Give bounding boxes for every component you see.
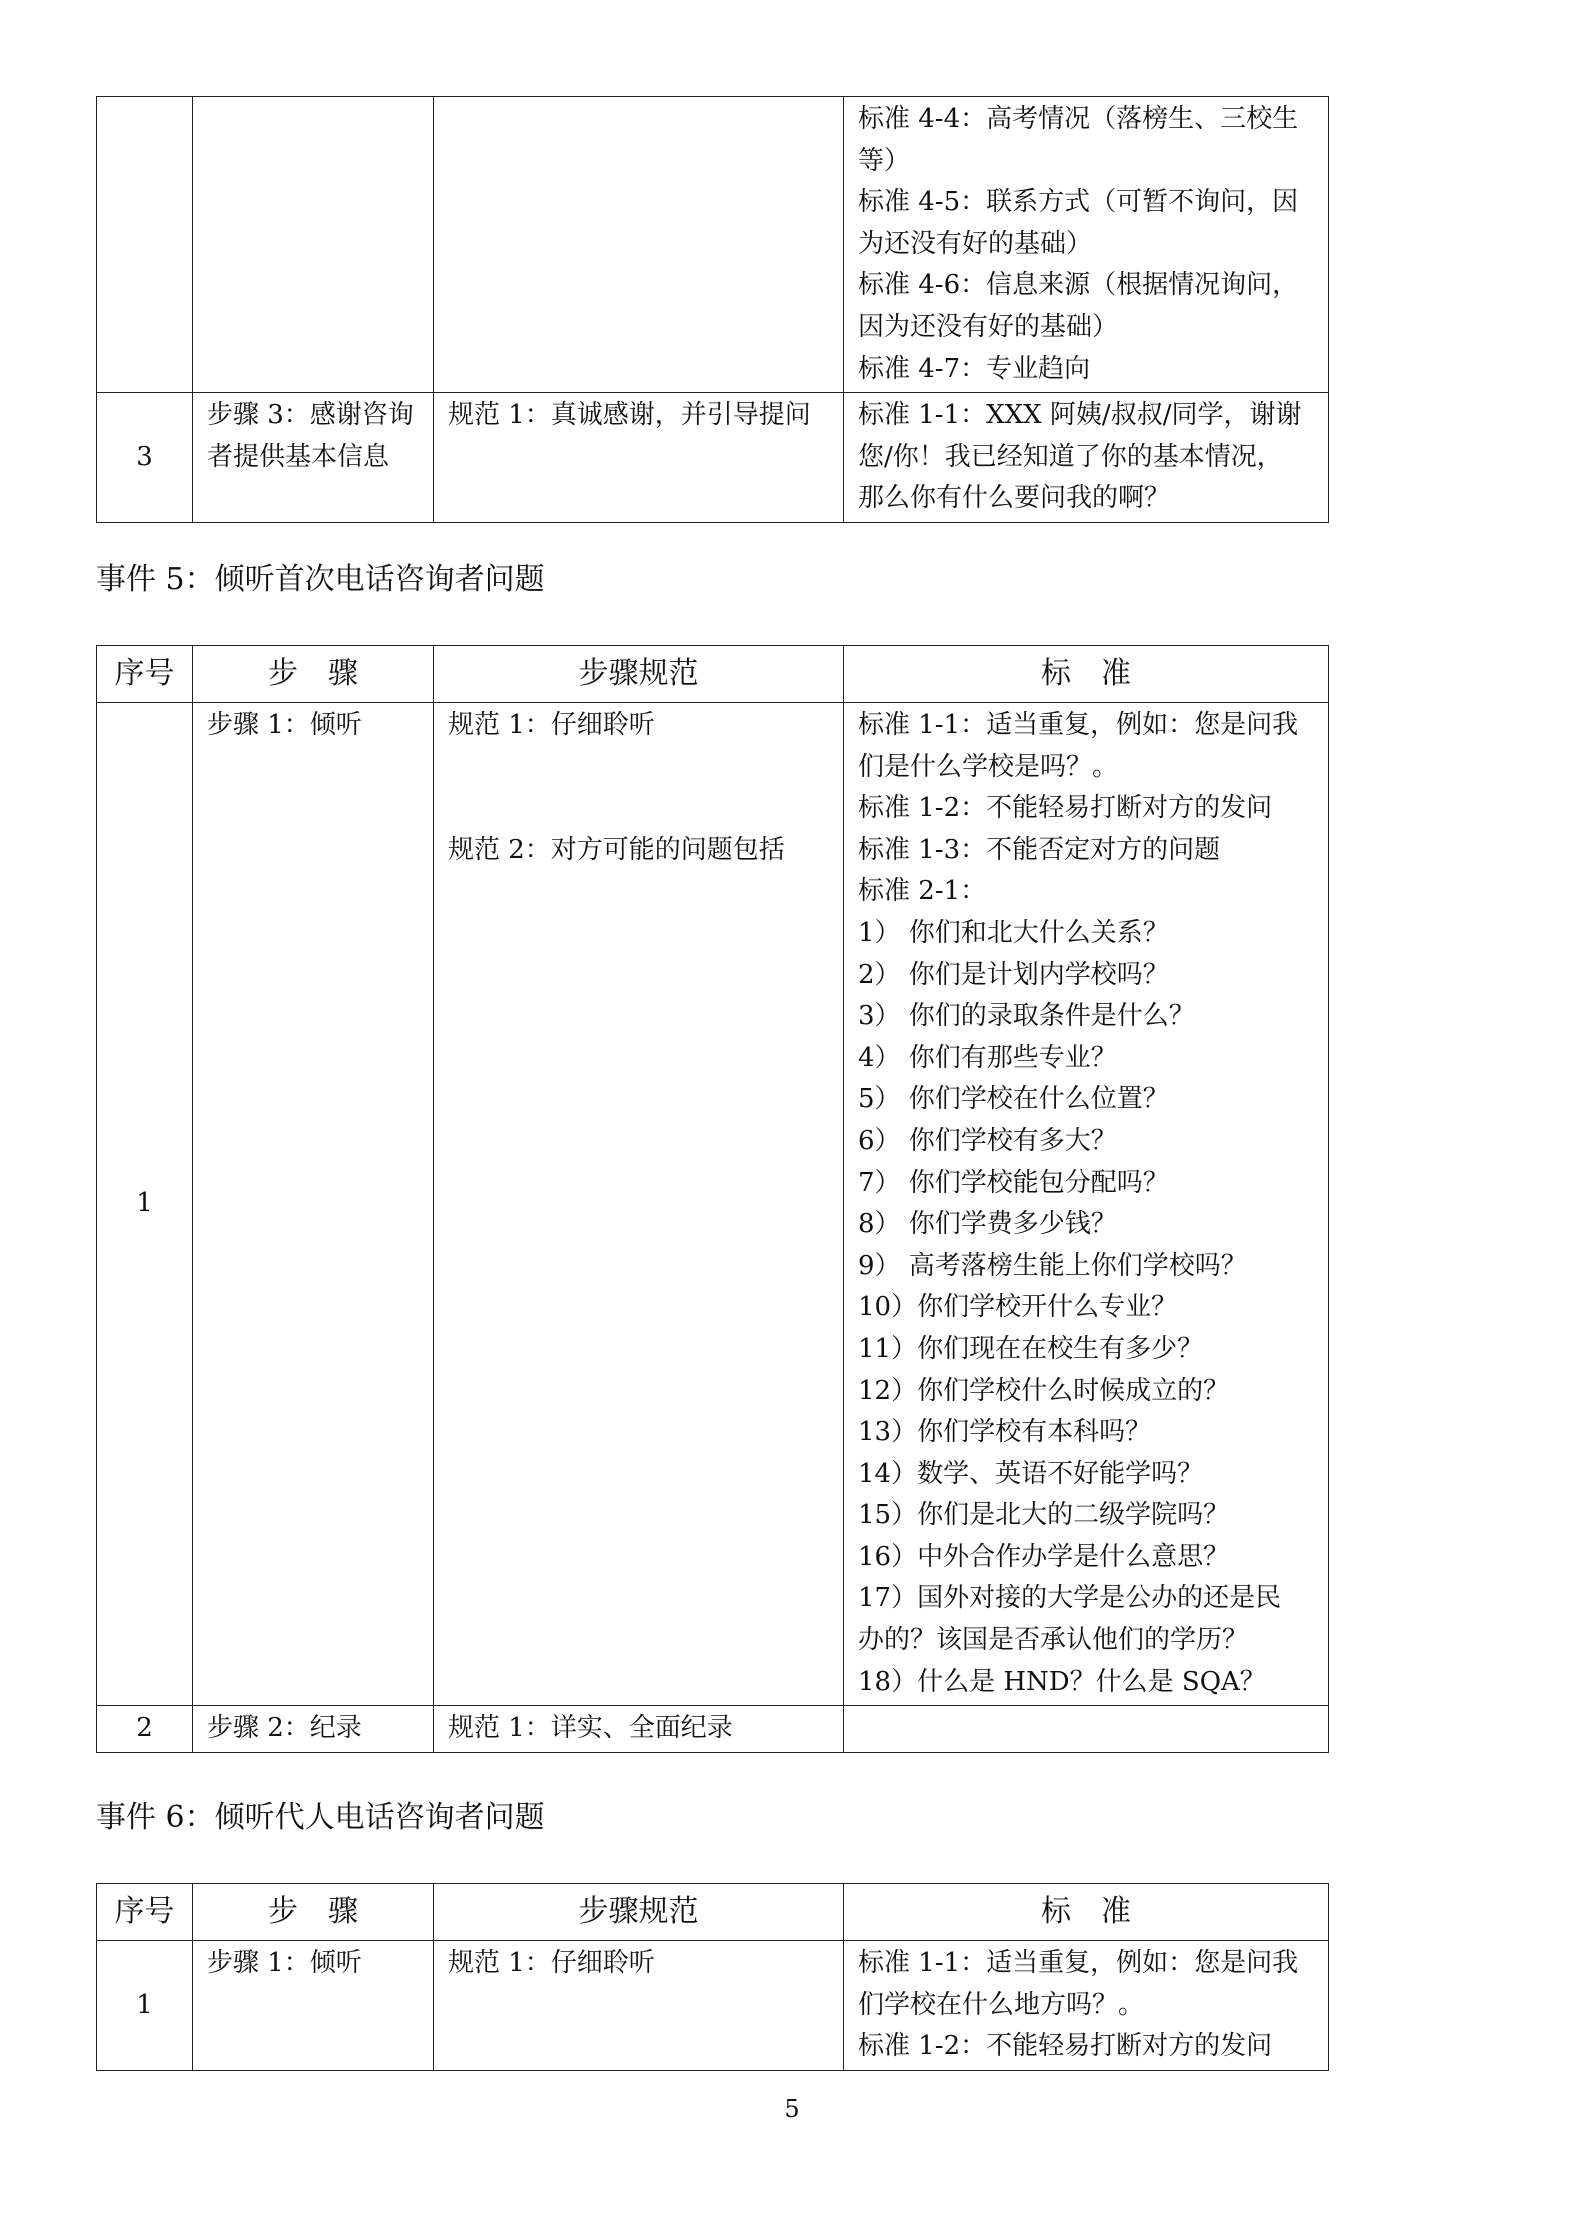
question-item: 8） 你们学费多少钱？	[858, 1209, 1117, 1240]
standard-line: 等）	[858, 145, 911, 176]
standard-line: 标准 1-1：XXX 阿姨/叔叔/同学，谢谢	[858, 400, 1302, 431]
question-item: 4） 你们有那些专业？	[858, 1042, 1117, 1073]
standard-line: 标准 2-1：	[858, 876, 987, 907]
row-number	[97, 97, 193, 393]
standard-line: 们学校在什么地方吗？。	[858, 1989, 1145, 2020]
standard-line: 您/你！我已经知道了你的基本情况，	[858, 441, 1283, 472]
question-item: 15）你们是北大的二级学院吗？	[858, 1500, 1230, 1531]
question-item: 3） 你们的录取条件是什么？	[858, 1001, 1195, 1032]
question-item: 办的？该国是否承认他们的学历？	[858, 1625, 1249, 1656]
norm-line: 规范 1：详实、全面纪录	[448, 1713, 733, 1744]
table-header-row	[97, 1884, 1329, 1941]
header-norm: 步骤规范	[434, 1884, 844, 1941]
standard-line: 标准 1-3：不能否定对方的问题	[858, 834, 1221, 865]
norm-cell	[434, 1706, 844, 1753]
row-number: 1	[97, 1941, 193, 2071]
page-number: 5	[784, 2095, 800, 2123]
standard-line: 标准 4-4：高考情况（落榜生、三校生	[858, 104, 1299, 134]
question-item: 14）数学、英语不好能学吗？	[858, 1458, 1204, 1489]
standard-line: 标准 4-6：信息来源（根据情况询问，	[858, 270, 1299, 301]
standard-line: 们是什么学校是吗？。	[858, 751, 1119, 782]
norm-cell	[434, 393, 844, 523]
table-row	[97, 97, 1329, 393]
question-item: 6） 你们学校有多大？	[858, 1125, 1117, 1156]
header-step: 步 骤	[193, 1884, 434, 1941]
step-line: 步骤 3：感谢咨询	[207, 400, 414, 431]
question-item: 1） 你们和北大什么关系？	[858, 917, 1169, 948]
norm-line: 规范 1：仔细聆听	[448, 1948, 655, 1978]
question-item: 10）你们学校开什么专业？	[858, 1292, 1178, 1323]
question-item: 13）你们学校有本科吗？	[858, 1417, 1152, 1448]
standard-line: 标准 4-5：联系方式（可暂不询问，因	[858, 187, 1299, 218]
step-cell	[193, 97, 434, 393]
step-cell	[193, 1941, 434, 2071]
standard-line: 标准 1-1：适当重复，例如：您是问我	[858, 1948, 1299, 1978]
header-step: 步 骤	[193, 646, 434, 703]
table-row	[97, 1941, 1329, 2071]
standard-cell	[844, 1941, 1329, 2071]
norm-line: 规范 2：对方可能的问题包括	[448, 834, 785, 865]
standard-cell	[844, 97, 1329, 393]
standard-line: 标准 1-1：适当重复，例如：您是问我	[858, 710, 1299, 740]
row-number: 1	[97, 703, 193, 1706]
row-number: 2	[97, 1706, 193, 1753]
step-cell	[193, 703, 434, 1706]
standard-cell	[844, 393, 1329, 523]
question-item: 17）国外对接的大学是公办的还是民	[858, 1583, 1282, 1614]
question-item: 7） 你们学校能包分配吗？	[858, 1167, 1169, 1198]
header-norm: 步骤规范	[434, 646, 844, 703]
header-num: 序号	[97, 1884, 193, 1941]
standard-line: 标准 1-2：不能轻易打断对方的发问	[858, 793, 1273, 824]
step-line: 步骤 1：倾听	[207, 710, 362, 740]
question-item: 5） 你们学校在什么位置？	[858, 1084, 1169, 1115]
standard-line: 因为还没有好的基础）	[858, 311, 1119, 342]
step-line: 步骤 2：纪录	[207, 1713, 362, 1744]
table-row	[97, 1706, 1329, 1753]
header-standard: 标 准	[844, 1884, 1329, 1941]
norm-cell	[434, 97, 844, 393]
table-header-row	[97, 646, 1329, 703]
question-item: 11）你们现在在校生有多少？	[858, 1333, 1204, 1364]
question-item: 9） 高考落榜生能上你们学校吗？	[858, 1250, 1247, 1281]
standard-line: 标准 1-2：不能轻易打断对方的发问	[858, 2031, 1273, 2062]
step-cell	[193, 393, 434, 523]
question-item: 18）什么是 HND？什么是 SQA？	[858, 1666, 1266, 1697]
standard-line: 那么你有什么要问我的啊？	[858, 483, 1171, 514]
table-row	[97, 393, 1329, 523]
question-item: 16）中外合作办学是什么意思？	[858, 1541, 1230, 1572]
header-num: 序号	[97, 646, 193, 703]
norm-cell	[434, 703, 844, 1706]
table-row	[97, 703, 1329, 1706]
standard-line: 标准 4-7：专业趋向	[858, 353, 1091, 384]
row-number: 3	[97, 393, 193, 523]
event5-table	[96, 645, 1329, 1753]
standard-cell	[844, 703, 1329, 1706]
question-item: 12）你们学校什么时候成立的？	[858, 1375, 1230, 1406]
table-continued	[96, 96, 1329, 523]
event5-heading: 事件 5：倾听首次电话咨询者问题	[96, 562, 545, 597]
step-line: 步骤 1：倾听	[207, 1948, 362, 1978]
standard-cell	[844, 1706, 1329, 1753]
event6-heading: 事件 6：倾听代人电话咨询者问题	[96, 1800, 545, 1835]
event6-table	[96, 1883, 1329, 2071]
question-item: 2） 你们是计划内学校吗？	[858, 959, 1169, 990]
standard-line: 为还没有好的基础）	[858, 228, 1093, 259]
norm-cell	[434, 1941, 844, 2071]
step-cell	[193, 1706, 434, 1753]
step-line: 者提供基本信息	[207, 441, 390, 472]
norm-line: 规范 1：真诚感谢，并引导提问	[448, 400, 811, 431]
norm-line: 规范 1：仔细聆听	[448, 710, 655, 740]
header-standard: 标 准	[844, 646, 1329, 703]
